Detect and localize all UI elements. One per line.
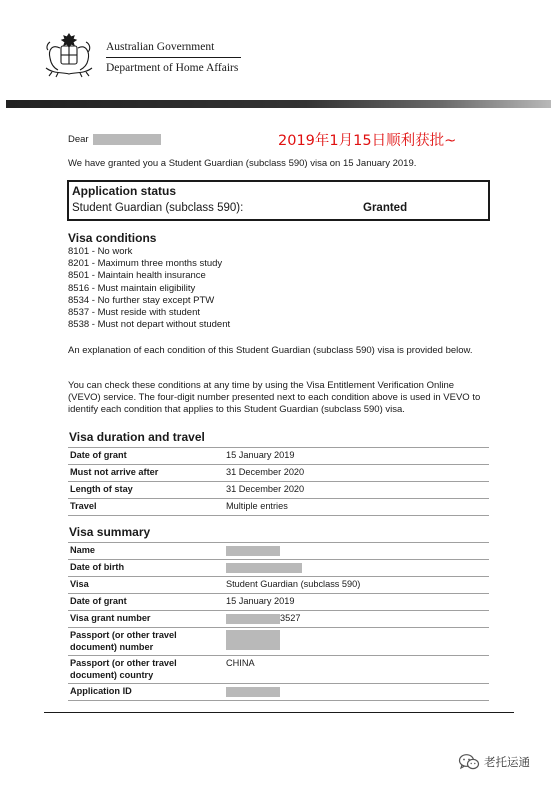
grant-number-suffix: 3527 (280, 613, 301, 623)
table-row (68, 628, 489, 656)
row-label: Visa grant number (68, 611, 224, 628)
row-value: 31 December 2020 (224, 465, 489, 482)
table-row (68, 448, 489, 465)
table-row (68, 465, 489, 482)
status-value: Granted (363, 202, 408, 214)
duration-table (68, 447, 489, 516)
duration-heading: Visa duration and travel (69, 430, 205, 444)
row-label: Visa (68, 577, 224, 594)
row-label: Passport (or other travel document) number (68, 628, 224, 656)
redacted-value (226, 630, 280, 650)
salutation (68, 134, 161, 145)
redacted-value (226, 563, 302, 573)
row-label: Name (68, 543, 224, 560)
row-label: Must not arrive after (68, 465, 224, 482)
government-name: Australian Government (106, 41, 215, 53)
condition-item: 8516 - Must maintain eligibility (68, 282, 196, 294)
table-row (68, 499, 489, 516)
row-label: Travel (68, 499, 224, 516)
coat-of-arms-icon (38, 30, 100, 78)
row-label: Date of birth (68, 560, 224, 577)
row-label: Length of stay (68, 482, 224, 499)
redacted-value (226, 546, 280, 556)
summary-table (68, 542, 489, 701)
table-row (68, 543, 489, 560)
redacted-name (93, 134, 161, 145)
condition-item: 8538 - Must not depart without student (68, 319, 231, 331)
row-value: 15 January 2019 (224, 594, 489, 611)
watermark (458, 753, 530, 771)
header-bar (6, 100, 551, 108)
approval-stamp-text: 2019年1月15日顺利获批~ (278, 133, 457, 149)
salutation-text: Dear (68, 134, 89, 146)
footer-divider (44, 712, 514, 713)
agency-logotype (106, 40, 241, 75)
wechat-icon (458, 753, 480, 771)
condition-item: 8537 - Must reside with student (68, 307, 201, 319)
row-label: Date of grant (68, 594, 224, 611)
vevo-paragraph: You can check these conditions at any time by using the Visa Entitlement Verification Online (VEVO) service. The four-digit number presented next to each condition above is used in VEVO to identify each condition that applies to this Student Guardian (subclass 590) visa. (68, 380, 481, 416)
condition-item: 8201 - Maximum three months study (68, 258, 223, 270)
conditions-explanation: An explanation of each condition of this Student Guardian (subclass 590) visa is provided below. (68, 345, 473, 356)
row-value: 15 January 2019 (224, 448, 489, 465)
condition-item: 8101 - No work (68, 246, 133, 257)
row-value: Student Guardian (subclass 590) (224, 577, 489, 594)
condition-item: 8501 - Maintain health insurance (68, 270, 206, 282)
table-row (68, 560, 489, 577)
table-row (68, 684, 489, 701)
redacted-value (226, 687, 280, 697)
status-visa: Student Guardian (subclass 590): (72, 202, 244, 214)
row-value (224, 684, 489, 701)
summary-heading: Visa summary (69, 525, 151, 539)
department-name: Department of Home Affairs (106, 62, 239, 74)
row-value: Multiple entries (224, 499, 489, 516)
table-row (68, 577, 489, 594)
row-label: Passport (or other travel document) country (68, 656, 224, 684)
status-heading: Application status (72, 184, 177, 198)
application-status-box (67, 180, 490, 221)
redacted-value (226, 614, 280, 624)
logotype-divider (106, 57, 241, 58)
row-value: 31 December 2020 (224, 482, 489, 499)
row-value (224, 628, 489, 656)
watermark-text: 老托运通 (484, 755, 530, 769)
row-value (224, 543, 489, 560)
row-label: Date of grant (68, 448, 224, 465)
conditions-heading: Visa conditions (68, 231, 157, 245)
condition-item: 8534 - No further stay except PTW (68, 294, 215, 306)
row-label: Application ID (68, 684, 224, 701)
table-row (68, 656, 489, 684)
row-value (224, 611, 489, 628)
conditions-list (68, 246, 230, 331)
table-row (68, 611, 489, 628)
row-value (224, 560, 489, 577)
table-row (68, 594, 489, 611)
table-row (68, 482, 489, 499)
granted-statement: We have granted you a Student Guardian (subclass 590) visa on 15 January 2019. (68, 158, 417, 169)
row-value: CHINA (224, 656, 489, 684)
